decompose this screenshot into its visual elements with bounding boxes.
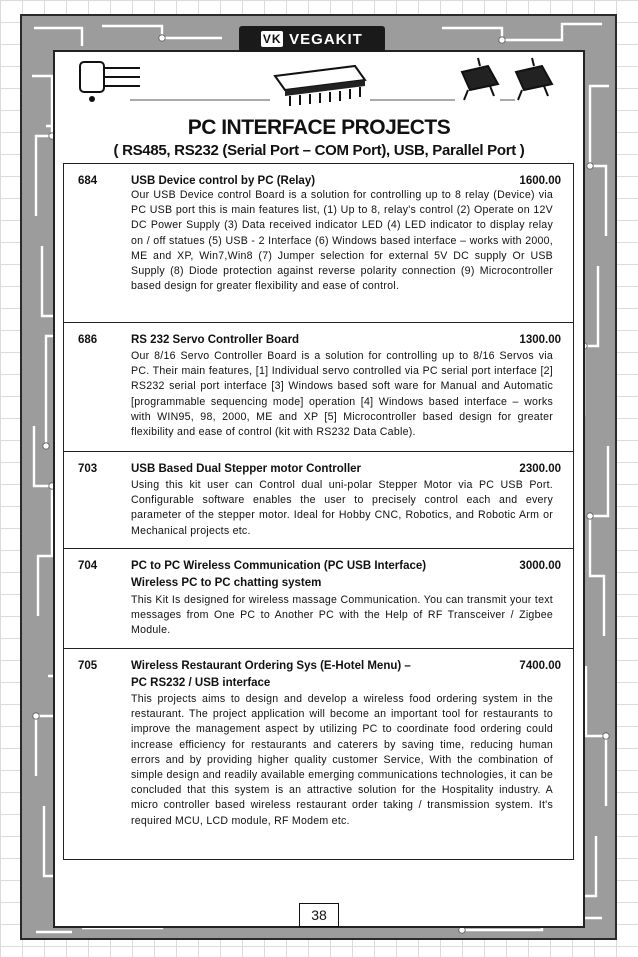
project-row — [64, 548, 573, 648]
project-price: 3000.00 — [519, 560, 561, 572]
page-title: PC INTERFACE PROJECTS — [187, 116, 451, 139]
project-price: 2300.00 — [519, 463, 561, 475]
project-description: Using this kit user can Control dual uni-polar Stepper Motor via PC USB Port. Configurable software enables the user to precisely control each and every parameter of the stepper motor. Ideal for Hobby CNC, Robotics, and Robotic Arm or Mechanical projects etc. — [131, 479, 553, 537]
project-code: 684 — [78, 175, 98, 187]
project-subtitle: PC RS232 / USB interface — [131, 677, 271, 689]
project-description: This projects aims to design and develop a wireless food ordering system in the restaurant. The project application will become an important tool for restaurants to improve the management aspect by utilizing PC to coordinate food ordering could increase efficiency for restaurants and caterers by saving time, reducing human errors and by providing higher quality customer Service, With the combination of simple design and readily available emerging communications technologies, it can be concluded that this system is an attractive solution for the Hospitality industry. A micro controller based wireless restaurant order taking / transmission system. It's required MCU, LCD module, RF Modem etc. — [131, 693, 553, 827]
project-price: 7400.00 — [519, 660, 561, 672]
project-code: 705 — [78, 660, 98, 672]
project-code: 704 — [78, 560, 98, 572]
project-description: Our 8/16 Servo Controller Board is a solution for controlling up to 8/16 Servos via PC. Their main features, [1] Individual servo controlled via PC serial port interface [2] RS232 serial port interface [3] Windows based soft ware for Manual and Automatic [programmable sequencing mode] operation [4] Windows based interface – works with WIN95, 98, 2000, ME and XP [5] Microcontroller based design for greater flexibility and ease of control (kit with RS232 Data Cable). — [131, 350, 553, 439]
project-description: This Kit Is designed for wireless massage Communication. You can transmit your text messages from One PC to Another PC with the Help of RF Transceiver / Zigbee Module. — [131, 594, 553, 637]
project-row — [64, 322, 573, 451]
projects-table — [63, 163, 574, 860]
project-title: RS 232 Servo Controller Board — [131, 334, 300, 346]
project-row — [64, 648, 573, 859]
project-title: USB Based Dual Stepper motor Controller — [131, 463, 362, 475]
project-title: PC to PC Wireless Communication (PC USB Interface) — [131, 560, 427, 572]
transistor-icon — [80, 62, 140, 102]
page-subtitle: ( RS485, RS232 (Serial Port – COM Port), USB, Parallel Port ) — [113, 142, 525, 159]
project-title: Wireless Restaurant Ordering Sys (E-Hotel Menu) – — [131, 660, 411, 672]
project-code: 703 — [78, 463, 98, 475]
project-subtitle: Wireless PC to PC chatting system — [131, 577, 322, 589]
brand-logo — [239, 26, 385, 52]
project-description: Our USB Device control Board is a solution for controlling up to 8 relay (Device) via PC USB port this is main features list, (1) Up to 8, relay's control (2) Operate on 12V DC Power Supply (3) Data received indicator LED (4) LED indicator to display relay on / off statues (5) USB - 2 Interface (6) Windows based interface – works with 2000, ME and XP, Win7,Win8 (7) Jumper selection for external 5V DC supply Or USB Supply (8) Diode protection against reverse polarity connection (9) Microcontroller based design for greater flexibility and ease of control. — [131, 189, 553, 293]
smd-transistor-icon — [462, 58, 498, 100]
ic-chip-icon — [275, 66, 365, 106]
vk-logo-icon: VK — [262, 32, 282, 46]
project-row — [64, 451, 573, 548]
project-code: 686 — [78, 334, 98, 346]
project-row — [64, 164, 573, 322]
project-price: 1300.00 — [519, 334, 561, 346]
project-title: USB Device control by PC (Relay) — [131, 175, 316, 187]
brand-name: VEGAKIT — [289, 30, 363, 48]
page-number: 38 — [299, 903, 339, 927]
project-price: 1600.00 — [519, 175, 561, 187]
component-illustrations — [70, 54, 570, 114]
smd-transistor-icon — [516, 58, 552, 100]
